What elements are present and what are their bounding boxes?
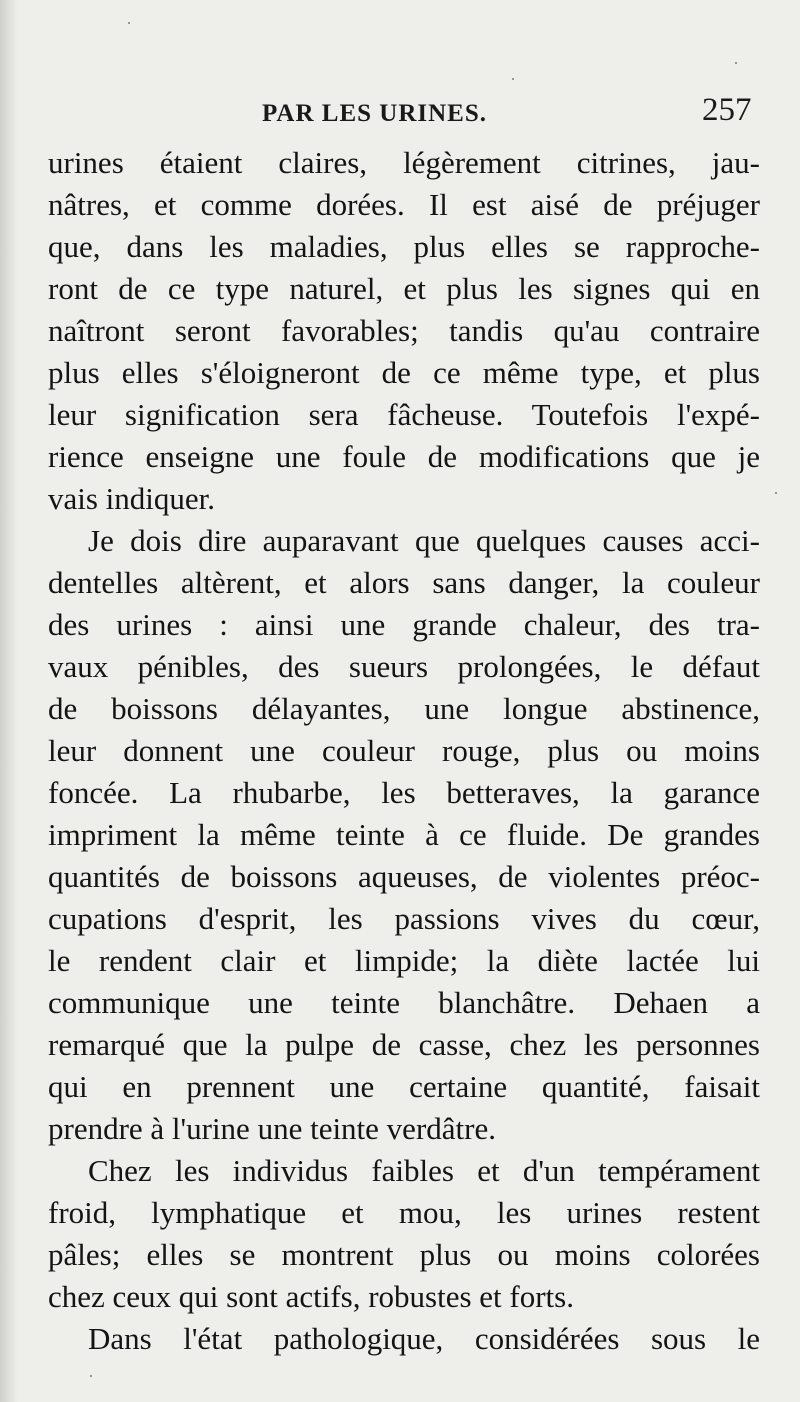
text-line: vaux pénibles, des sueurs prolongées, le défaut — [48, 649, 760, 684]
text-line: vais indiquer. — [48, 481, 216, 516]
text-line: leur donnent une couleur rouge, plus ou moins — [48, 733, 760, 768]
page-edge-shadow — [0, 0, 18, 1402]
text-line: dentelles altèrent, et alors sans danger, la couleur — [48, 565, 760, 600]
text-line: chez ceux qui sont actifs, robustes et forts. — [48, 1279, 574, 1314]
text-line: Je dois dire auparavant que quelques causes acci- — [88, 523, 760, 558]
text-line: communique une teinte blanchâtre. Dehaen a — [48, 985, 760, 1020]
text-line: rience enseigne une foule de modifications que je — [48, 439, 760, 474]
text-line: plus elles s'éloigneront de ce même type, et plus — [48, 355, 760, 390]
text-line: de boissons délayantes, une longue abstinence, — [48, 691, 760, 726]
text-line: que, dans les maladies, plus elles se rapproche- — [48, 229, 760, 264]
text-line: nâtres, et comme dorées. Il est aisé de préjuger — [48, 187, 760, 222]
running-title: PAR LES URINES. — [262, 100, 487, 127]
paper-speck — [775, 492, 777, 494]
text-line: froid, lymphatique et mou, les urines restent — [48, 1195, 760, 1230]
text-line: foncée. La rhubarbe, les betteraves, la garance — [48, 775, 760, 810]
text-line: remarqué que la pulpe de casse, chez les personnes — [48, 1027, 760, 1062]
text-line: pâles; elles se montrent plus ou moins colorées — [48, 1237, 760, 1272]
text-line: le rendent clair et limpide; la diète lactée lui — [48, 943, 760, 978]
text-line: naîtront seront favorables; tandis qu'au contraire — [48, 313, 760, 348]
text-line: ront de ce type naturel, et plus les signes qui en — [48, 271, 760, 306]
page-number: 257 — [702, 92, 752, 128]
text-line: leur signification sera fâcheuse. Toutefois l'expé- — [48, 397, 760, 432]
running-head — [0, 92, 800, 138]
text-line: urines étaient claires, légèrement citrines, jau- — [48, 145, 760, 180]
paper-speck — [128, 22, 130, 24]
text-line: quantités de boissons aqueuses, de violentes préoc- — [48, 859, 760, 894]
text-line: des urines : ainsi une grande chaleur, des tra- — [48, 607, 760, 642]
text-line: cupations d'esprit, les passions vives du cœur, — [48, 901, 760, 936]
paper-speck — [90, 1375, 92, 1377]
text-line: Dans l'état pathologique, considérées sous le — [88, 1321, 760, 1356]
text-line: impriment la même teinte à ce fluide. De grandes — [48, 817, 760, 852]
paper-speck — [512, 78, 514, 80]
text-line: qui en prennent une certaine quantité, faisait — [48, 1069, 760, 1104]
body-text — [48, 142, 760, 1360]
text-line: Chez les individus faibles et d'un tempérament — [88, 1153, 760, 1188]
paper-speck — [735, 62, 737, 64]
text-line: prendre à l'urine une teinte verdâtre. — [48, 1111, 496, 1146]
